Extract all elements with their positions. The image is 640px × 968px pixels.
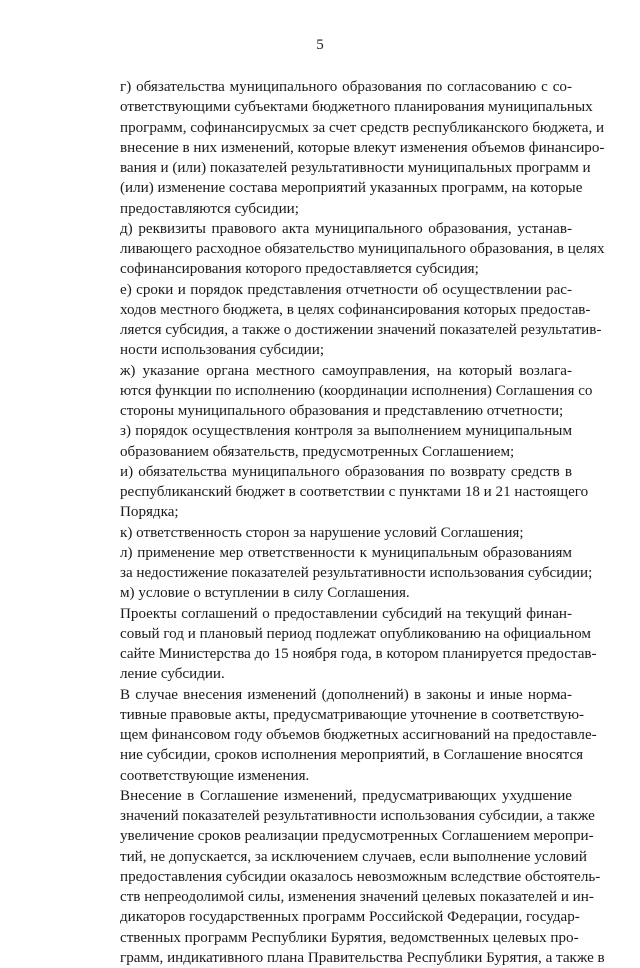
- text-line: внесение в них изменений, которые влекут изменения объемов финансиро-: [120, 139, 605, 156]
- text-line: предоставляются субсидии;: [120, 200, 299, 217]
- paragraph: [84, 685, 597, 786]
- paragraph: [84, 543, 593, 584]
- text-line: ливающего расходное обязательство муниципального образования, в целях: [120, 241, 605, 257]
- text-line: тивные правовые акты, предусматривающие уточнение в соответствую-: [120, 706, 584, 723]
- text-line: предоставления субсидии оказалось невозможным вследствие обстоятель-: [120, 868, 601, 885]
- text-line: Проекты соглашений о предоставлении субсидий на текущий финан-: [120, 605, 572, 622]
- paragraph: [84, 604, 597, 685]
- text-line: и) обязательства муниципального образования по возврату средств в: [120, 463, 572, 480]
- text-line: щем финансовом году объемов бюджетных ассигнований на предоставле-: [120, 727, 597, 743]
- text-line: д) реквизиты правового акта муниципального образования, устанав-: [120, 220, 572, 237]
- text-line: увеличение сроков реализации предусмотренных Соглашением меропри-: [120, 828, 594, 845]
- text-line: г) обязательства муниципального образования по согласованию с со-: [120, 79, 572, 95]
- text-line: за недостижение показателей результативности использования субсидии;: [120, 565, 593, 581]
- text-line: ются функции по исполнению (координации исполнения) Соглашения со: [120, 382, 593, 399]
- paragraph: [84, 462, 589, 523]
- text-line: к) ответственность сторон за нарушение условий Соглашения;: [120, 524, 524, 541]
- text-line: программ, софинансирусмых за счет средств республиканского бюджета, и: [120, 119, 605, 136]
- text-line: ответствующими субъектами бюджетного планирования муниципальных: [120, 99, 593, 116]
- text-line: стороны муниципального образования и представлению отчетности;: [120, 403, 564, 419]
- text-line: (или) изменение состава мероприятий указанных программ, на которые: [120, 180, 583, 197]
- text-line: образованием обязательств, предусмотренных Соглашением;: [120, 443, 515, 460]
- text-line: ляется субсидия, а также о достижении значений показателей результатив-: [120, 322, 602, 338]
- text-line: грамм, индикативного плана Правительства Республики Бурятия, а также в: [120, 949, 605, 966]
- text-line: ственных программ Республики Бурятия, ведомственных целевых про-: [120, 929, 579, 946]
- text-line: сайте Министерства до 15 ноября года, в котором планируется предостав-: [120, 646, 597, 662]
- paragraph: [84, 523, 572, 543]
- text-line: значений показателей результативности использования субсидии, а также: [120, 808, 595, 824]
- text-line: ж) указание органа местного самоуправления, на который возлага-: [120, 362, 572, 379]
- text-line: ности использования субсидии;: [120, 342, 325, 359]
- text-line: республиканский бюджет в соответствии с пунктами 18 и 21 настоящего: [120, 484, 589, 500]
- text-line: Внесение в Соглашение изменений, предусматривающих ухудшение: [120, 787, 572, 804]
- document-body: [84, 77, 605, 968]
- page-number: 5: [316, 37, 324, 53]
- text-line: совый год и плановый период подлежат опубликованию на официальном: [120, 625, 591, 642]
- paragraph: [84, 219, 605, 280]
- text-line: вания и (или) показателей результативности муниципальных программ и: [120, 160, 591, 176]
- text-line: з) порядок осуществления контроля за выполнением муниципальным: [120, 423, 572, 440]
- paragraph: [84, 280, 602, 361]
- text-line: софинансирования которого предоставляется субсидия;: [120, 261, 479, 278]
- text-line: л) применение мер ответственности к муниципальным образованиям: [120, 544, 572, 561]
- text-line: е) сроки и порядок представления отчетности об осуществлении рас-: [120, 281, 572, 298]
- paragraph: [84, 421, 572, 462]
- paragraph: [84, 583, 572, 603]
- text-line: Порядка;: [120, 504, 179, 521]
- text-line: м) условие о вступлении в силу Соглашения.: [120, 585, 410, 602]
- text-line: В случае внесения изменений (дополнений) в законы и иные норма-: [120, 686, 572, 703]
- text-line: ние субсидии, сроков исполнения мероприятий, в Соглашение вносятся: [120, 747, 584, 764]
- text-line: тий, не допускается, за исключением случаев, если выполнение условий: [120, 848, 587, 865]
- text-line: соответствующие изменения.: [120, 767, 310, 784]
- paragraph: [84, 77, 605, 219]
- paragraph: [84, 786, 605, 968]
- text-line: ств непреодолимой силы, изменения значений целевых показателей и ин-: [120, 889, 594, 905]
- text-line: ходов местного бюджета, в целях софинансирования которых предостав-: [120, 301, 591, 318]
- text-line: ление субсидии.: [120, 666, 225, 683]
- text-line: дикаторов государственных программ Российской Федерации, государ-: [120, 909, 580, 926]
- paragraph: [84, 361, 593, 422]
